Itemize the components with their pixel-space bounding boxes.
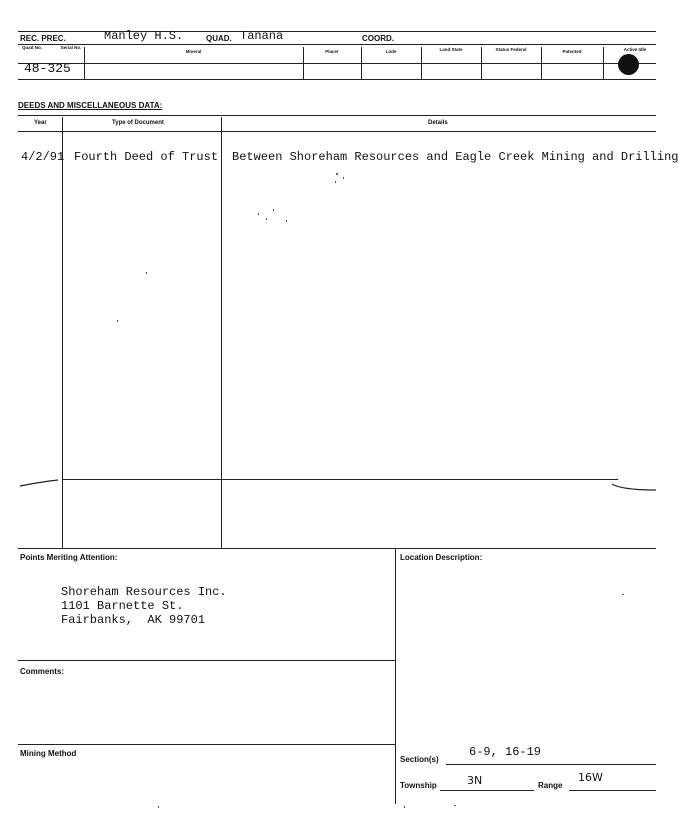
lode-header: Lode bbox=[385, 49, 397, 54]
scan-speck bbox=[404, 806, 405, 808]
active-header: Active Idle bbox=[623, 47, 647, 52]
township-underline bbox=[440, 790, 534, 791]
col-divider bbox=[603, 47, 604, 80]
scan-speck bbox=[266, 218, 267, 220]
scan-speck bbox=[258, 213, 259, 215]
placer-header: Placer bbox=[325, 49, 339, 54]
bottom-top-rule bbox=[18, 548, 656, 549]
type-header: Type of Document bbox=[112, 120, 164, 126]
patented-header: Patented bbox=[562, 49, 582, 54]
deeds-section-title: DEEDS AND MISCELLANEOUS DATA: bbox=[18, 101, 163, 110]
location-description-label: Location Description: bbox=[400, 553, 483, 562]
deed-year: 4/2/91 bbox=[21, 150, 65, 164]
land-state-header: Land State bbox=[439, 47, 463, 52]
mining-method-rule bbox=[18, 744, 395, 745]
points-line-2: 1101 Barnette St. bbox=[61, 599, 184, 613]
points-line-3: Fairbanks, AK 99701 bbox=[61, 613, 206, 627]
township-value: 3N bbox=[467, 774, 483, 787]
range-underline bbox=[569, 790, 656, 791]
scan-speck bbox=[454, 805, 456, 806]
record-id: 48-325 bbox=[24, 61, 71, 76]
header-label-rule bbox=[18, 44, 656, 45]
scan-speck bbox=[273, 209, 274, 211]
range-label: Range bbox=[538, 781, 563, 790]
quad-label: QUAD. bbox=[206, 34, 232, 43]
hand-drawn-rule-marks bbox=[0, 470, 678, 500]
mineral-header: Mineral bbox=[185, 49, 202, 54]
serial-no-header: Serial No. bbox=[60, 45, 82, 50]
col-divider bbox=[481, 47, 482, 80]
sections-label: Section(s) bbox=[400, 755, 439, 764]
active-status-dot bbox=[618, 54, 639, 75]
deeds-header-rule bbox=[18, 131, 656, 132]
header-mid-rule bbox=[18, 63, 656, 64]
coord-label: COORD. bbox=[362, 34, 394, 43]
scan-speck bbox=[343, 177, 344, 179]
mining-method-label: Mining Method bbox=[20, 749, 77, 758]
range-value: 16W bbox=[578, 771, 603, 784]
scan-speck bbox=[336, 173, 338, 175]
scan-speck bbox=[622, 594, 624, 595]
deed-details: Between Shoreham Resources and Eagle Creek Mining and Drilling bbox=[232, 150, 678, 164]
quad-no-header: Quad No. bbox=[22, 45, 42, 50]
rec-prec-label: REC. PREC. bbox=[20, 34, 66, 43]
scan-speck bbox=[117, 320, 118, 322]
deed-type: Fourth Deed of Trust bbox=[74, 150, 219, 164]
scan-speck bbox=[286, 220, 287, 222]
points-line-1: Shoreham Resources Inc. bbox=[61, 585, 227, 599]
col-divider bbox=[421, 47, 422, 80]
scan-speck bbox=[335, 181, 336, 183]
township-label: Township bbox=[400, 781, 437, 790]
comments-rule bbox=[18, 660, 395, 661]
scan-speck bbox=[158, 806, 159, 808]
sections-value: 6-9, 16-19 bbox=[469, 745, 542, 759]
header-bottom-rule bbox=[18, 79, 656, 80]
rec-prec-value: Manley H.S. bbox=[104, 29, 184, 43]
year-header: Year bbox=[34, 120, 47, 126]
details-header: Details bbox=[428, 120, 448, 126]
bottom-col-divider bbox=[395, 548, 396, 804]
comments-label: Comments: bbox=[20, 667, 65, 676]
deeds-top-rule bbox=[18, 115, 656, 116]
quad-value: Tanana bbox=[240, 29, 284, 43]
sections-underline bbox=[446, 764, 656, 765]
scan-speck bbox=[146, 272, 147, 274]
points-meriting-label: Points Meriting Attention: bbox=[20, 553, 118, 562]
status-federal-header: Status Federal bbox=[495, 47, 527, 52]
